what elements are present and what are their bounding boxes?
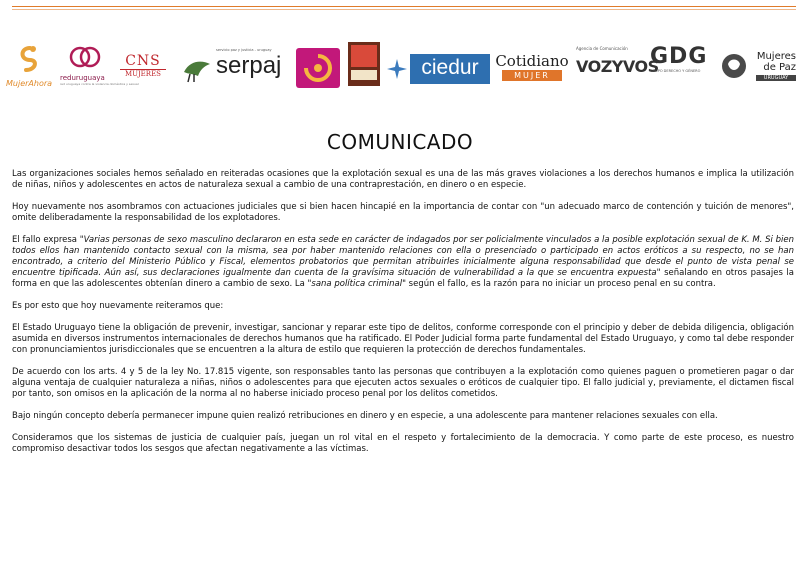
mujerahora-emblem-icon [6, 44, 54, 74]
cotidiano-mujer-label: MUJER [502, 70, 562, 81]
mujerahora-label: MujerAhora [6, 79, 53, 88]
fallo-quote: "Varias personas de sexo masculino declararon en esta sede en carácter de indagados por ser policialmente vinculados a la posible explotación sexual de K. M. Si bien todos ellos han mantenido contacto sexual con la misma, sea por haber mantenido relaciones con ella o presenciado o participado en actos eróticos a su respecto, no se han encontrado, a criterio del Ministerio Público y Fiscal, elementos probatorios que permitan atribuirles inicialmente alguna responsabilidad que desde el punto de vista penal se encuentre tipificada. Aún así, sus declaraciones igualmente dan cuenta de la gravísima situación de vulnerabilidad a la que se encuentra expuesta" [12, 235, 794, 278]
cns-mujeres-logo [114, 54, 172, 88]
poster-caption-block [351, 70, 377, 80]
document-body [12, 169, 794, 466]
paragraph-reiteramos: Es por esto que hoy nuevamente reiteramos que: [12, 301, 224, 311]
serpaj-label: serpaj [216, 52, 282, 79]
serpaj-sublabel: servicio paz y justicia - uruguay [216, 48, 272, 52]
poster-image-icon [351, 45, 377, 67]
paragraph-ley: De acuerdo con los arts. 4 y 5 de la ley No. 17.815 vigente, son responsables tanto las personas que contribuyen a la explotación como quienes paguen o prometieren pagar o dar alguna ventaja de cualquier naturaleza a niñas, niños o adolescentes para que ejecuten actos sexuales o eróticos de cualquier tipo. El fallo judicial y, previamente, el dictamen fiscal por tanto, son omisos en la aplicación de la norma al no haberse iniciado proceso penal por los delitos cometidos. [12, 367, 794, 399]
paragraph-hoy: Hoy nuevamente nos asombramos con actuaciones judiciales que si bien hacen hincapié en la importancia de contar con "un adecuado marco de contención y tuición de menores", omite deliberadamente la responsabilidad de los explotadores. [12, 202, 794, 223]
gdg-logo [650, 46, 710, 86]
gdg-label: GDG [650, 44, 708, 69]
paragraph-intro: Las organizaciones sociales hemos señalado en reiteradas ocasiones que la explotación sexual es una de las más graves violaciones a los derechos humanos e implica la utilización de niñas, niños y adolescentes en actos de naturaleza sexual a cambio de una contraprestación, en dinero o en especie. [12, 169, 794, 190]
mujeresdepaz-label-3: URUGUAY [756, 75, 796, 81]
vozyvos-sublabel: Agencia de Comunicación [576, 46, 628, 51]
reduruguaya-label: reduruguaya [60, 74, 105, 82]
gdg-sublabel: GRUPO DERECHO Y GÉNERO [650, 69, 701, 73]
serpaj-dove-icon [180, 54, 214, 84]
ciedur-label: ciedur [410, 54, 490, 84]
reduruguaya-logo [60, 44, 139, 88]
fallo-lead: El fallo expresa [12, 235, 80, 245]
cns-label: CNS [125, 53, 161, 69]
mujeresdepaz-label-2: de Paz [763, 62, 796, 73]
magenta-org-logo [296, 48, 340, 88]
document-title: COMUNICADO [326, 130, 474, 154]
ciedur-logo [386, 54, 490, 86]
top-divider [12, 6, 796, 7]
mujerahora-logo [6, 44, 54, 88]
paragraph-democracia: Consideramos que los sistemas de justicia de cualquier país, juegan un rol vital en el respeto y fortalecimiento de la democracia. Y como parte de este proceso, es nuestro compromiso desactivar todos los sesgos que afectan negativamente a las víctimas. [12, 433, 794, 454]
cotidiano-mujer-logo [492, 52, 572, 86]
poster-logo [348, 42, 380, 86]
sponsor-logo-strip [0, 42, 800, 94]
top-divider-secondary [12, 9, 796, 10]
paragraph-impune: Bajo ningún concepto debería permanecer impune quien realizó retribuciones en dinero y en especie, a una adolescente para mantener relaciones sexuales con ella. [12, 411, 718, 421]
vozyvos-logo [576, 46, 659, 86]
swirl-icon [296, 48, 340, 88]
vozyvos-label: VOZYVOS [576, 57, 659, 76]
ciedur-star-icon [386, 58, 408, 80]
reduruguaya-sublabel: red uruguaya contra la violencia doméstica y sexual [60, 82, 139, 86]
serpaj-logo [180, 48, 294, 88]
mujeresdepaz-label-1: Mujeres [756, 51, 796, 62]
fallo-tail: según el fallo, es la razón para no iniciar un proceso penal en su contra. [405, 279, 716, 289]
mujeresdepaz-silhouette-icon [720, 52, 746, 84]
reduruguaya-emblem-icon [60, 44, 110, 70]
paragraph-fallo [12, 235, 794, 290]
cns-mujeres-label: MUJERES [120, 69, 166, 78]
cotidiano-label: Cotidiano [495, 52, 569, 70]
paragraph-estado: El Estado Uruguayo tiene la obligación de prevenir, investigar, sancionar y reparar este tipo de delitos, conforme corresponde con el principio y deber de debida diligencia, obligación asumida en diversos instrumentos internacionales de derechos humanos que ha ratificado. El Poder Judicial forma parte fundamental del Estado Uruguayo, y como tal debe responder con pronunciamientos jurisdiccionales que se encuentren a la altura de estilo que requieren la protección de derechos fundamentales. [12, 323, 794, 355]
fallo-mid: señalando en otros pasajes la forma en que las adolescentes obtenían dinero a cambio de sexo. La [12, 268, 794, 289]
fallo-quote-2: "sana política criminal" [307, 279, 406, 289]
mujeresdepaz-logo [720, 46, 798, 90]
